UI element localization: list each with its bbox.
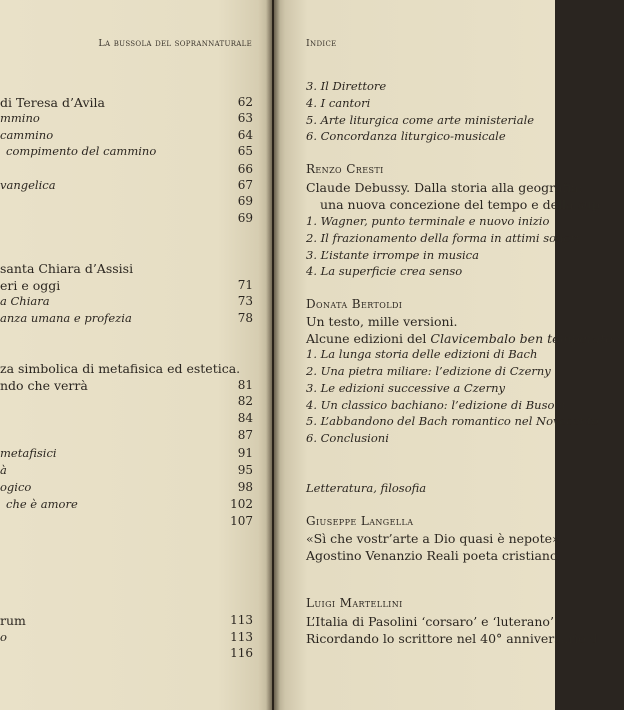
toc-entry: 5. L’abbandono del Bach romantico nel Novecento — [306, 414, 599, 428]
toc-entry: 6. Concordanza liturgico-musicale — [306, 129, 506, 143]
toc-entry: 2. Una pietra miliare: l’edizione di Czerny — [306, 364, 551, 378]
toc-page-number: 73 — [237, 294, 253, 308]
toc-page-number: 81 — [237, 378, 253, 392]
toc-entry-title: za simbolica di metafisica ed estetica. — [0, 361, 241, 376]
toc-entry: 5. Arte liturgica come arte ministeriale — [306, 113, 535, 127]
toc-entry-title: a Chiara — [0, 294, 50, 308]
toc-entry-title: compimento del cammino — [6, 144, 157, 158]
toc-author: Donata Bertoldi — [306, 297, 403, 311]
toc-entry-title: anza umana e profezia — [0, 311, 132, 325]
toc-entry: «Sì che vostr’arte a Dio quasi è nepote». — [306, 531, 564, 546]
toc-page-number: 67 — [237, 178, 253, 192]
left-running-head: La bussola del soprannaturale — [98, 38, 252, 49]
toc-entry: 3. Il Direttore — [306, 79, 387, 93]
toc-entry-title: metafisici — [0, 446, 57, 460]
toc-entry-title: che è amore — [6, 497, 78, 511]
toc-page-number: 91 — [237, 446, 253, 460]
toc-page-number: 102 — [230, 497, 253, 511]
toc-entry: Agostino Venanzio Reali poeta cristiano — [306, 548, 558, 563]
toc-page-number: 95 — [237, 463, 253, 477]
toc-entry: L’Italia di Pasolini ‘corsaro’ e ‘luterano’ — [306, 614, 554, 629]
toc-page-number: 98 — [237, 480, 253, 494]
toc-entry: Claude Debussy. Dalla storia alla geografia: — [306, 180, 583, 195]
toc-entry-title: ndo che verrà — [0, 378, 88, 393]
toc-author: Renzo Cresti — [306, 162, 384, 176]
right-page — [274, 0, 624, 710]
toc-page-number: 84 — [237, 411, 253, 425]
right-running-head: Indice — [306, 38, 337, 49]
toc-entry: 4. La superficie crea senso — [306, 264, 463, 278]
toc-author: Luigi Martellini — [306, 596, 403, 610]
toc-entry: 2. Il frazionamento della forma in attimi sonori — [306, 231, 580, 245]
toc-entry: 4. Un classico bachiano: l’edizione di Busoni — [306, 398, 566, 412]
toc-page-number: 113 — [230, 613, 253, 627]
toc-entry-title: o — [0, 630, 7, 644]
toc-page-number: 113 — [230, 630, 253, 644]
toc-page-number: 87 — [237, 428, 253, 442]
toc-entry: 4. I cantori — [306, 96, 371, 110]
toc-entry: una nuova concezione del tempo e della sup — [320, 197, 600, 212]
toc-entry-italic-title: Clavicembalo ben temperato — [430, 331, 613, 346]
toc-entry-title: eri e oggi — [0, 278, 61, 293]
toc-entry: Un testo, mille versioni. — [306, 314, 458, 329]
toc-author: Giuseppe Langella — [306, 514, 414, 528]
toc-entry-title: à — [0, 463, 7, 477]
toc-page-number: 63 — [237, 111, 253, 125]
toc-entry-title: cammino — [0, 128, 54, 142]
left-page — [0, 0, 272, 710]
toc-page-number: 107 — [230, 514, 253, 528]
toc-entry: Letteratura, filosofia — [306, 481, 427, 495]
toc-entry-title: vangelica — [0, 178, 56, 192]
toc-page-number: 78 — [237, 311, 253, 325]
toc-entry-title: mmino — [0, 111, 40, 125]
toc-page-number: 65 — [237, 144, 253, 158]
toc-page-number: 116 — [230, 646, 253, 660]
toc-entry: 3. Le edizioni successive a Czerny — [306, 381, 505, 395]
toc-entry-text: Alcune edizioni del — [306, 331, 431, 346]
toc-page-number: 66 — [237, 162, 253, 176]
toc-entry-title: ogico — [0, 480, 32, 494]
toc-entry: 1. La lunga storia delle edizioni di Bach — [306, 347, 538, 361]
toc-entry-title: rum — [0, 613, 26, 628]
toc-page-number: 82 — [237, 394, 253, 408]
toc-entry — [306, 331, 624, 346]
toc-page-number: 71 — [237, 278, 253, 292]
toc-entry-title: santa Chiara d’Assisi — [0, 261, 134, 276]
book-spine-shadow — [266, 0, 280, 710]
toc-entry-title: di Teresa d’Avila — [0, 95, 105, 110]
toc-entry: 1. Wagner, punto terminale e nuovo inizio — [306, 214, 550, 228]
toc-entry: 3. L’istante irrompe in musica — [306, 248, 479, 262]
toc-entry: 6. Conclusioni — [306, 431, 389, 445]
toc-page-number: 62 — [237, 95, 253, 109]
toc-entry-text-tail: a — [612, 331, 624, 346]
toc-page-number: 69 — [237, 194, 253, 208]
toc-page-number: 64 — [237, 128, 253, 142]
toc-page-number: 69 — [237, 211, 253, 225]
toc-entry: Ricordando lo scrittore nel 40° anniversario d — [306, 631, 598, 646]
